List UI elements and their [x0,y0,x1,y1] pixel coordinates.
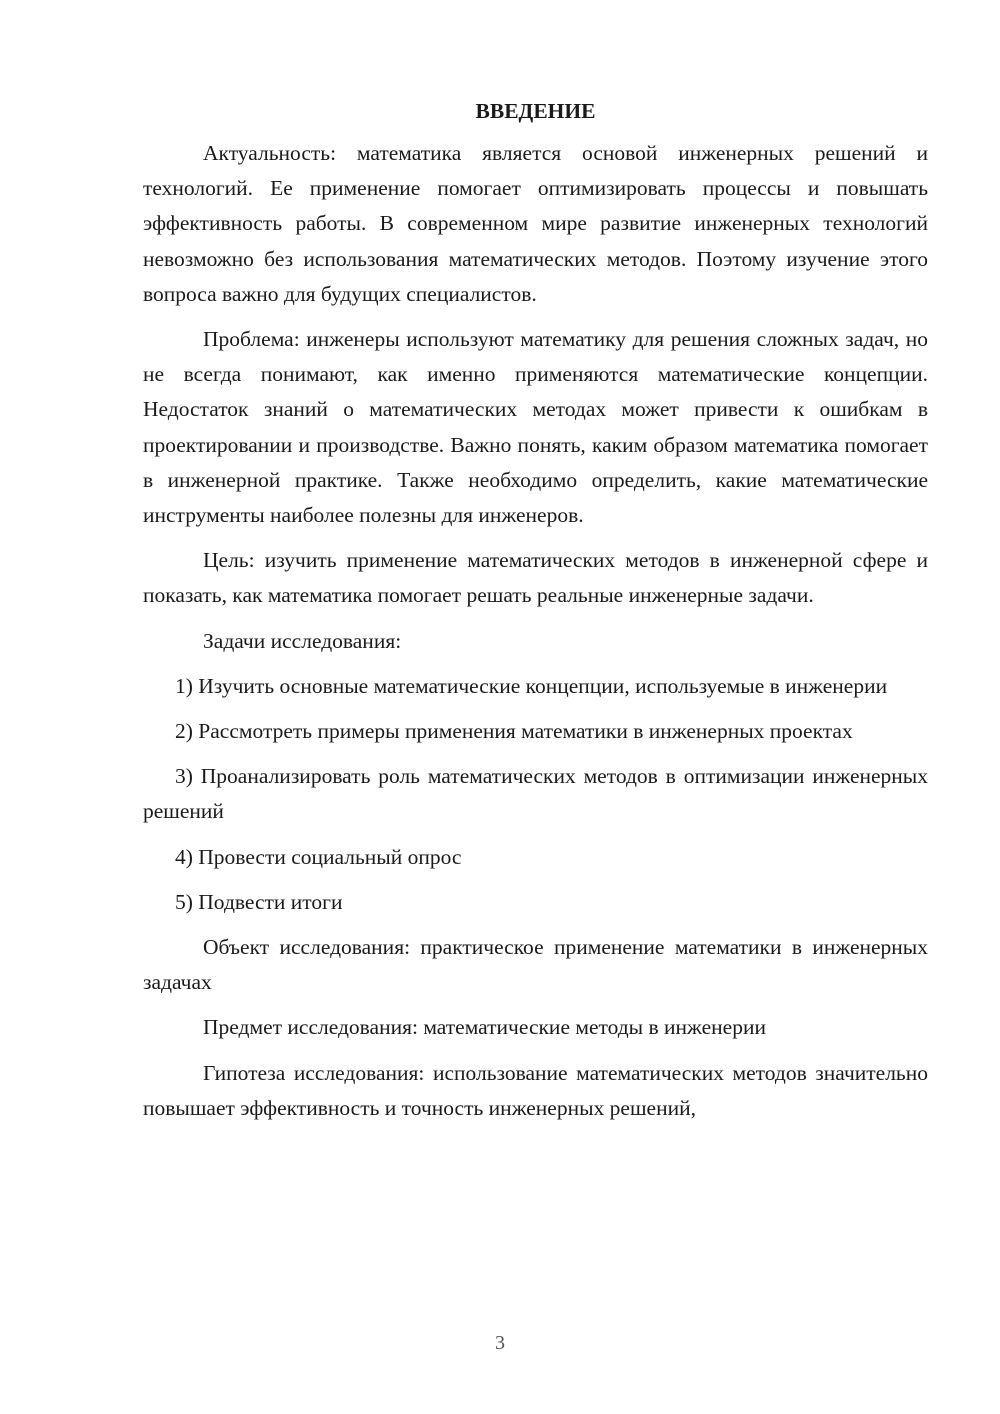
hypothesis-paragraph: Гипотеза исследования: использование математических методов значительно повышает эффективность и точность инженерных решений, [143,1060,928,1120]
subject-paragraph: Предмет исследования: математические методы в инженерии [203,1015,766,1040]
relevance-paragraph: Актуальность: математика является основой инженерных решений и технологий. Ее применение помогает оптимизировать процессы и повышать эффективность работы. В современном мире развитие инженерных технологий невозможно без использования математических методов. Поэтому изучение этого вопроса важно для будущих специалистов. [143,141,928,306]
problem-paragraph: Проблема: инженеры используют математику для решения сложных задач, но не всегда понимают, как именно применяются математические концепции. Недостаток знаний о математических методах может привести к ошибкам в проектировании и производстве. Важно понять, каким образом математика помогает в инженерной практике. Также необходимо определить, какие математические инструменты наиболее полезны для инженеров. [143,327,928,528]
tasks-heading: Задачи исследования: [203,628,402,653]
goal-paragraph: Цель: изучить применение математических методов в инженерной сфере и показать, как математика помогает решать реальные инженерные задачи. [143,548,928,608]
object-paragraph: Объект исследования: практическое применение математики в инженерных задачах [143,935,928,995]
page-title: ВВЕДЕНИЕ [475,99,596,123]
task-item-4: 4) Провести социальный опрос [175,844,462,869]
page-number: 3 [495,1332,505,1354]
document-page [143,96,928,1126]
task-item-1: 1) Изучить основные математические концепции, используемые в инженерии [175,673,888,698]
task-item-5: 5) Подвести итоги [175,889,343,914]
task-item-2: 2) Рассмотреть примеры применения математики в инженерных проектах [175,719,853,744]
task-item-3: 3) Проанализировать роль математических методов в оптимизации инженерных решений [143,764,928,824]
